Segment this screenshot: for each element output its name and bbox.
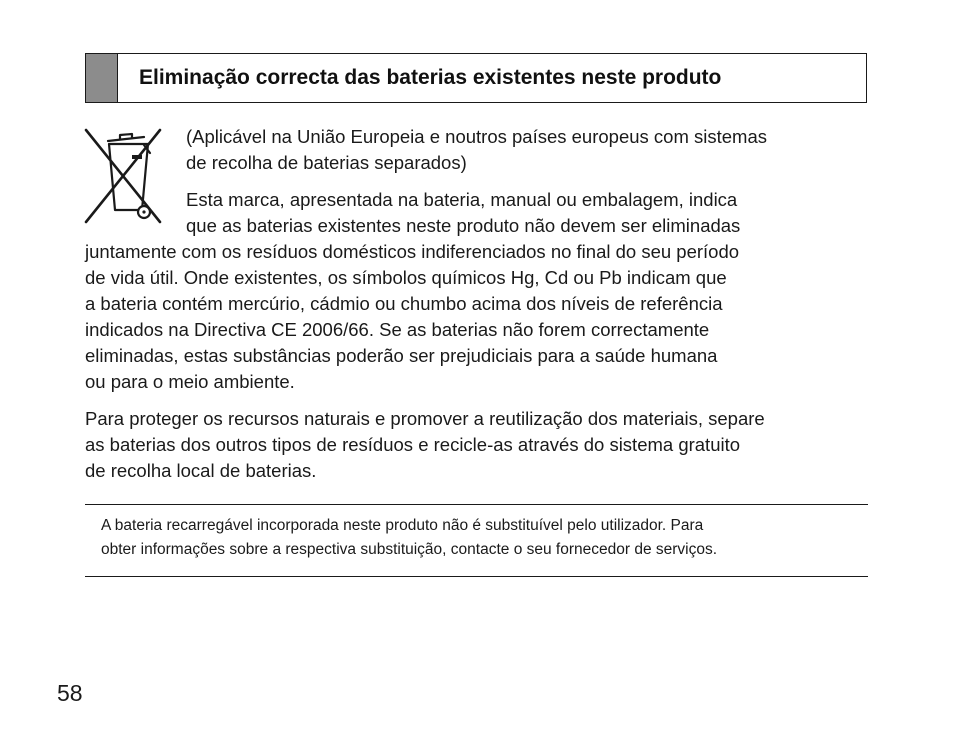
- header-accent-bar: [86, 54, 118, 102]
- note-line-1: A bateria recarregável incorporada neste produto não é substituível pelo utilizador. Para: [101, 517, 704, 534]
- note-top-divider: [85, 504, 868, 505]
- paragraph1-line-3: juntamente com os resíduos domésticos indiferenciados no final do seu período: [85, 241, 740, 262]
- note-line-2: obter informações sobre a respectiva substituição, contacte o seu fornecedor de serviços.: [101, 541, 718, 558]
- paragraph1-line-5: a bateria contém mercúrio, cádmio ou chumbo acima dos níveis de referência: [85, 293, 723, 314]
- paragraph1-line-4: de vida útil. Onde existentes, os símbolos químicos Hg, Cd ou Pb indicam que: [85, 267, 727, 288]
- page-number: 58: [57, 680, 83, 706]
- paragraph1-line-6: indicados na Directiva CE 2006/66. Se as baterias não forem correctamente: [85, 319, 710, 340]
- paragraph1-line-1: Esta marca, apresentada na bateria, manual ou embalagem, indica: [186, 189, 738, 210]
- paragraph1-line-8: ou para o meio ambiente.: [85, 371, 295, 392]
- crossed-out-wheelie-bin-icon: [84, 124, 164, 226]
- paragraph2-line-1: Para proteger os recursos naturais e promover a reutilização dos materiais, separe: [85, 408, 765, 429]
- section-title: Eliminação correcta das baterias existentes neste produto: [139, 66, 722, 89]
- paragraph1-line-7: eliminadas, estas substâncias poderão ser prejudiciais para a saúde humana: [85, 345, 718, 366]
- paragraph1-line-2: que as baterias existentes neste produto não devem ser eliminadas: [186, 215, 741, 236]
- intro-line-1: (Aplicável na União Europeia e noutros países europeus com sistemas: [186, 126, 768, 147]
- note-bottom-divider: [85, 576, 868, 577]
- section-header: [85, 53, 867, 103]
- intro-line-2: de recolha de baterias separados): [186, 152, 467, 173]
- paragraph2-line-3: de recolha local de baterias.: [85, 460, 317, 481]
- paragraph2-line-2: as baterias dos outros tipos de resíduos e recicle-as através do sistema gratuito: [85, 434, 741, 455]
